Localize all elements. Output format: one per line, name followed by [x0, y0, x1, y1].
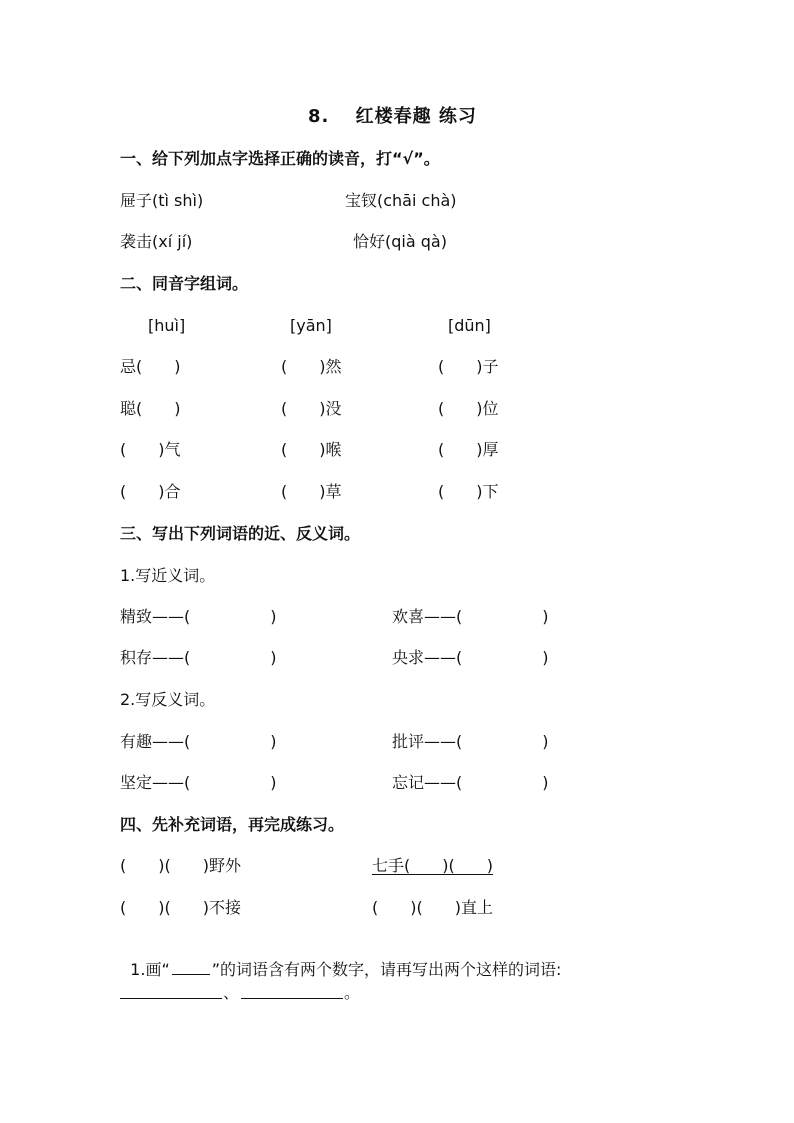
pronunciation-item: 恰好(qià qà) — [353, 232, 447, 251]
pinyin-label: [dūn] — [448, 316, 491, 335]
idiom-item-underlined: 七手( )( ) — [372, 856, 493, 875]
synonym-item: 精致——( ) — [120, 607, 277, 626]
section3-heading: 三、写出下列词语的近、反义词。 — [120, 524, 361, 543]
synonym-item: 欢喜——( ) — [392, 607, 549, 626]
section4-heading: 四、先补充词语，再完成练习。 — [120, 815, 345, 834]
idiom-item: ( )( )野外 — [120, 856, 241, 875]
pronunciation-item: 屉子(tì shì) — [120, 191, 204, 210]
homophone-cell: ( )厚 — [438, 440, 499, 459]
idiom-item: ( )( )直上 — [372, 898, 493, 917]
section1-heading: 一、给下列加点字选择正确的读音，打“√”。 — [120, 149, 440, 168]
homophone-cell: ( )喉 — [281, 440, 342, 459]
antonym-item: 批评——( ) — [392, 732, 549, 751]
section2-heading: 二、同音字组词。 — [120, 274, 249, 293]
idiom-item: ( )( )不接 — [120, 898, 241, 917]
homophone-cell: ( )合 — [120, 482, 181, 501]
question-1 — [120, 940, 561, 980]
question-1-suffix: ”的词语含有两个数字，请再写出两个这样的词语: — [211, 960, 562, 979]
antonym-subheading: 2.写反义词。 — [120, 690, 216, 709]
answer-blank-1[interactable] — [120, 998, 222, 999]
pronunciation-item: 宝钗(chāi chà) — [345, 191, 457, 210]
pronunciation-item: 袭击(xí jí) — [120, 232, 193, 251]
answer-blank-2[interactable] — [241, 998, 343, 999]
homophone-cell: ( )位 — [438, 399, 499, 418]
homophone-cell: ( )没 — [281, 399, 342, 418]
antonym-item: 有趣——( ) — [120, 732, 277, 751]
antonym-item: 坚定——( ) — [120, 773, 277, 792]
antonym-item: 忘记——( ) — [392, 773, 549, 792]
pinyin-label: [yān] — [290, 316, 332, 335]
homophone-cell: ( )然 — [281, 357, 342, 376]
pinyin-label: [huì] — [148, 316, 186, 335]
homophone-cell: ( )下 — [438, 482, 499, 501]
separator: 、 — [223, 983, 240, 1002]
homophone-cell: 忌( ) — [120, 357, 181, 376]
underline-sample — [172, 960, 210, 975]
synonym-item: 央求——( ) — [392, 648, 549, 667]
end-mark: 。 — [344, 983, 361, 1002]
synonym-subheading: 1.写近义词。 — [120, 566, 216, 585]
homophone-cell: ( )子 — [438, 357, 499, 376]
homophone-cell: ( )气 — [120, 440, 181, 459]
homophone-cell: 聪( ) — [120, 399, 181, 418]
homophone-cell: ( )草 — [281, 482, 342, 501]
question-1-prefix: 1.画“ — [130, 960, 170, 979]
page-title: 8. 红楼春趣 练习 — [308, 106, 477, 127]
synonym-item: 积存——( ) — [120, 648, 277, 667]
